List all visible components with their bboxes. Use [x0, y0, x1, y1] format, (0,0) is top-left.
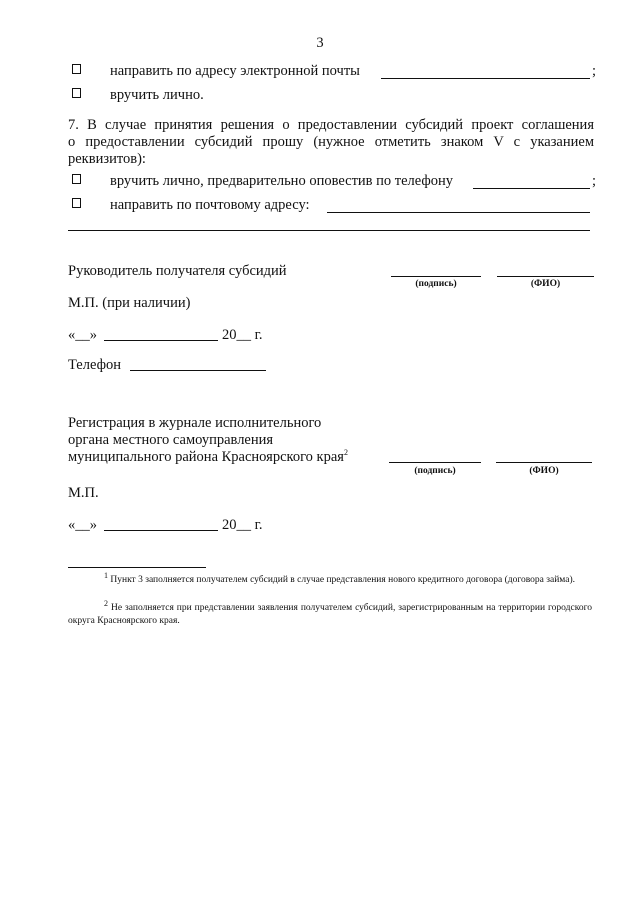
recipient-date-line[interactable] — [104, 340, 218, 341]
recipient-head-label: Руководитель получателя субсидий — [68, 263, 287, 279]
footnote-2-text: Не заполняется при представлении заявления получателем субсидий, зарегистрированным на территории городского округа Красноярского края. — [68, 603, 592, 626]
section7-line-2: о предоставлении субсидий прошу (нужное отметить знаком V с указанием — [68, 134, 594, 150]
registration-line-3 — [68, 448, 348, 466]
recipient-fio-line[interactable] — [497, 276, 594, 277]
registration-date-open: «__» — [68, 517, 97, 533]
footnote-1-num: 1 — [104, 570, 108, 580]
post-address-line-1[interactable] — [327, 212, 590, 213]
footnote-1 — [68, 570, 592, 587]
checkbox-in-person[interactable] — [72, 88, 81, 98]
recipient-signature-caption: (подпись) — [415, 279, 457, 289]
registration-line-1: Регистрация в журнале исполнительного — [68, 415, 322, 431]
option-phone-label: вручить лично, предварительно оповестив по телефону — [110, 173, 454, 189]
checkbox-phone[interactable] — [72, 174, 81, 184]
recipient-signature-line[interactable] — [391, 276, 481, 277]
registration-stamp: М.П. — [68, 485, 99, 501]
registration-signature-line[interactable] — [389, 462, 481, 463]
recipient-fio-caption: (ФИО) — [530, 279, 561, 289]
option-email-suffix: ; — [592, 63, 597, 79]
section7-line-3: реквизитов): — [68, 151, 146, 167]
email-input-line[interactable] — [381, 78, 590, 79]
post-address-line-2[interactable] — [68, 230, 590, 231]
registration-signature-caption: (подпись) — [414, 466, 456, 476]
phone-label: Телефон — [68, 357, 121, 373]
page-number: 3 — [316, 35, 324, 51]
footnote-2 — [68, 598, 592, 628]
footnote-separator — [68, 567, 206, 568]
registration-line-3-text: муниципального района Красноярского края — [68, 449, 344, 465]
option-email-label: направить по адресу электронной почты — [110, 63, 360, 79]
option-phone-suffix: ; — [592, 173, 597, 189]
footnote-2-num: 2 — [104, 598, 108, 608]
footnote-1-text: Пункт 3 заполняется получателем субсидий в случае представления нового кредитного договора (договора займа). — [110, 575, 575, 585]
phone-notify-line[interactable] — [473, 188, 590, 189]
registration-footnote-ref: 2 — [343, 448, 348, 458]
registration-fio-caption: (ФИО) — [529, 466, 559, 476]
registration-date-year: 20__ г. — [222, 517, 263, 533]
checkbox-email[interactable] — [72, 64, 81, 74]
checkbox-post[interactable] — [72, 198, 81, 208]
registration-date-line[interactable] — [104, 530, 218, 531]
option-post-label: направить по почтовому адресу: — [110, 197, 310, 213]
phone-input-line[interactable] — [130, 370, 266, 371]
section7-line-1: 7. В случае принятия решения о предоставлении субсидий проект соглашения — [68, 117, 594, 133]
recipient-date-open: «__» — [68, 327, 97, 343]
option-in-person-label: вручить лично. — [110, 87, 204, 103]
recipient-stamp: М.П. (при наличии) — [68, 295, 191, 311]
registration-line-2: органа местного самоуправления — [68, 432, 274, 448]
recipient-date-year: 20__ г. — [222, 327, 263, 343]
registration-fio-line[interactable] — [496, 462, 592, 463]
